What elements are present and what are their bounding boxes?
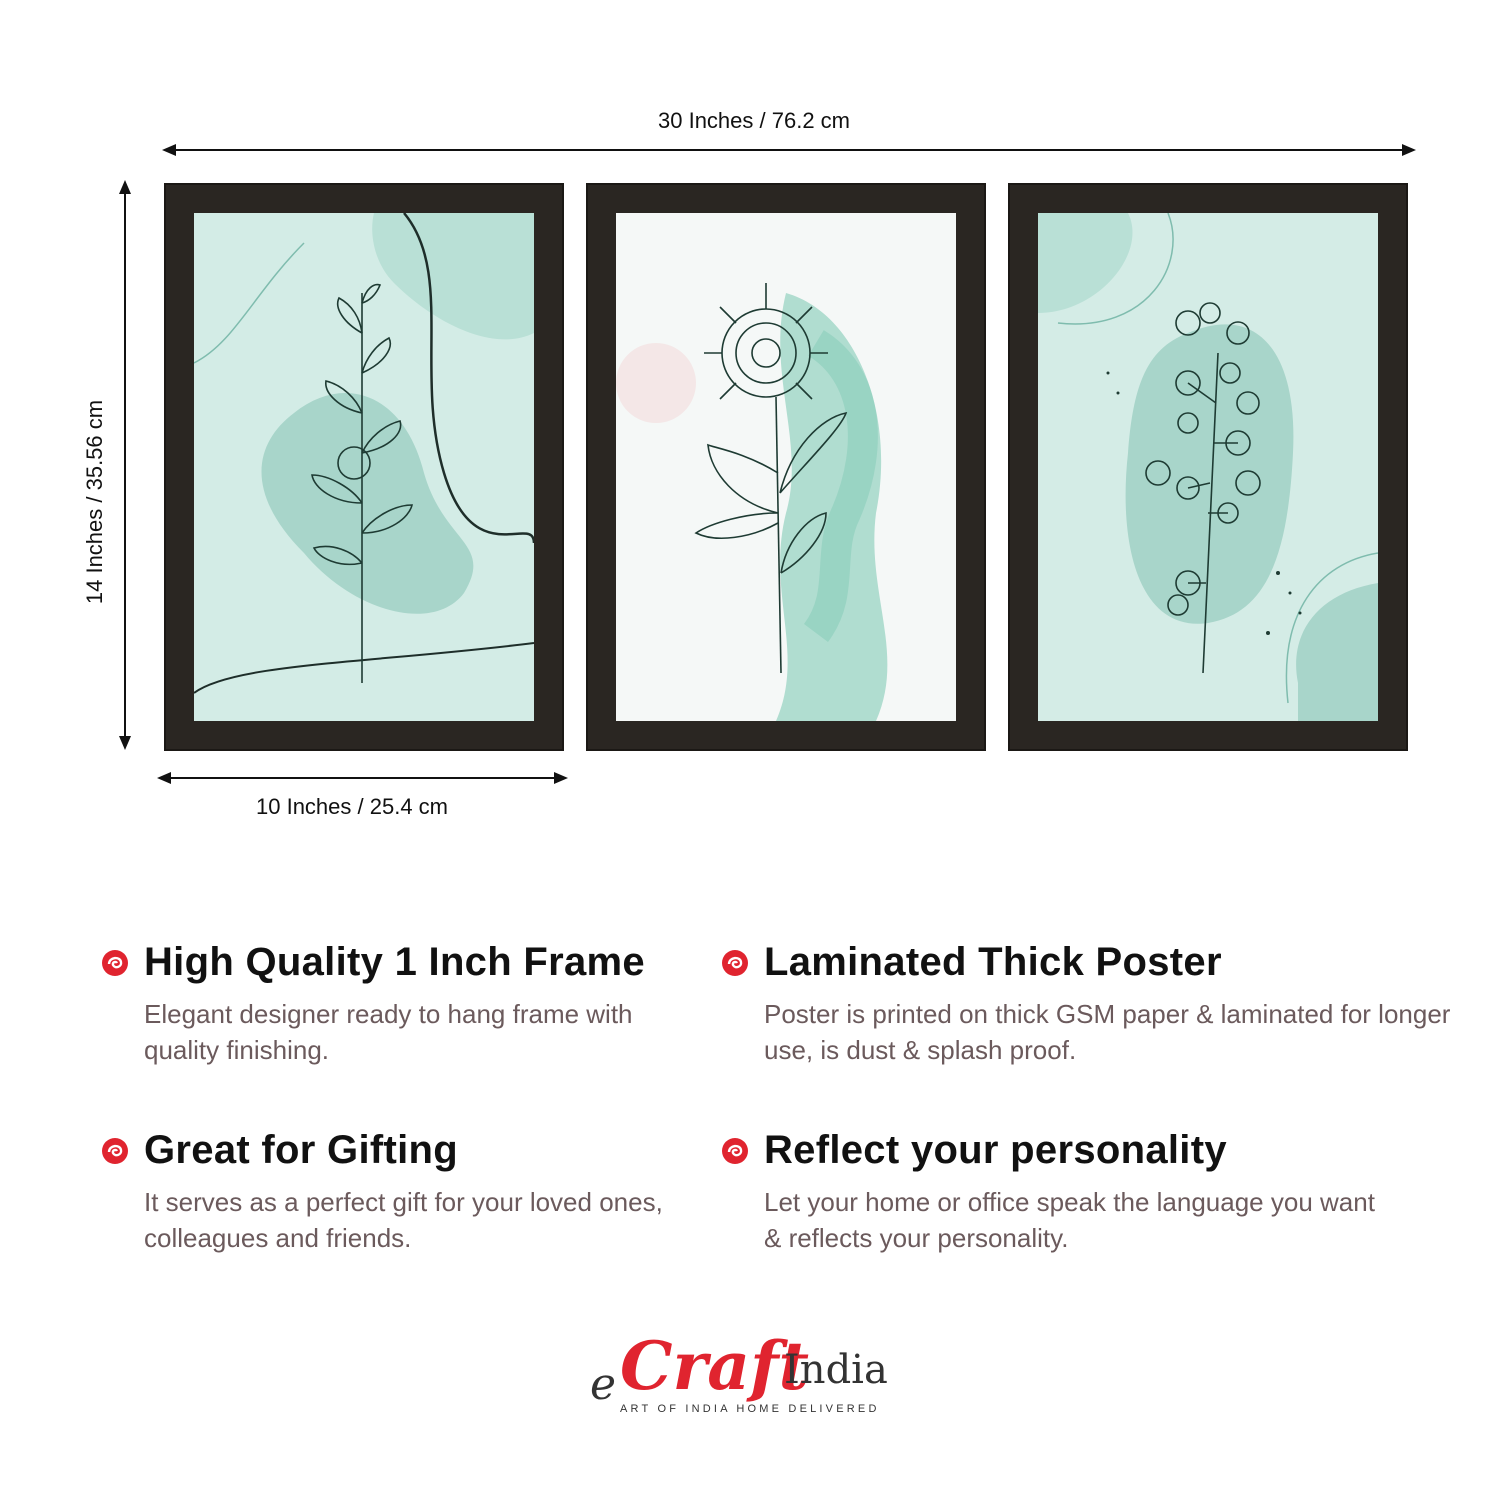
- leafy-stem-botanical-art: [194, 213, 534, 721]
- frame-width-label: 10 Inches / 25.4 cm: [256, 794, 448, 819]
- frame-width-arrow: [155, 768, 570, 788]
- logo-prefix: e: [590, 1359, 617, 1410]
- frame-middle: [586, 183, 986, 751]
- frame-left: [164, 183, 564, 751]
- feature-description: Let your home or office speak the language you want & reflects your personality.: [764, 1187, 1375, 1253]
- ecraftindia-logo: [580, 1325, 925, 1425]
- frame-right: [1008, 183, 1408, 751]
- height-label: 14 Inches / 35.56 cm: [82, 399, 107, 605]
- feature-title: High Quality 1 Inch Frame: [144, 940, 645, 984]
- logo-suffix: India: [784, 1347, 888, 1393]
- feature-description: Poster is printed on thick GSM paper & laminated for longer use, is dust & splash proof.: [764, 999, 1451, 1065]
- eucalyptus-botanical-art: [1038, 213, 1378, 721]
- brand-swirl-icon: [100, 1136, 130, 1166]
- logo-tagline: ART OF INDIA HOME DELIVERED: [620, 1403, 880, 1415]
- feature-title: Laminated Thick Poster: [764, 940, 1222, 984]
- logo-brand: Craft: [620, 1327, 809, 1405]
- height-arrow: [115, 178, 135, 752]
- total-width-arrow: [160, 140, 1420, 160]
- total-width-label: 30 Inches / 76.2 cm: [658, 108, 850, 133]
- brand-swirl-icon: [720, 1136, 750, 1166]
- brand-swirl-icon: [100, 948, 130, 978]
- brand-swirl-icon: [720, 948, 750, 978]
- chrysanthemum-botanical-art: [616, 213, 956, 721]
- feature-description: Elegant designer ready to hang frame with quality finishing.: [144, 999, 633, 1065]
- feature-title: Great for Gifting: [144, 1128, 458, 1172]
- feature-description: It serves as a perfect gift for your loved ones, colleagues and friends.: [144, 1187, 663, 1253]
- feature-title: Reflect your personality: [764, 1128, 1227, 1172]
